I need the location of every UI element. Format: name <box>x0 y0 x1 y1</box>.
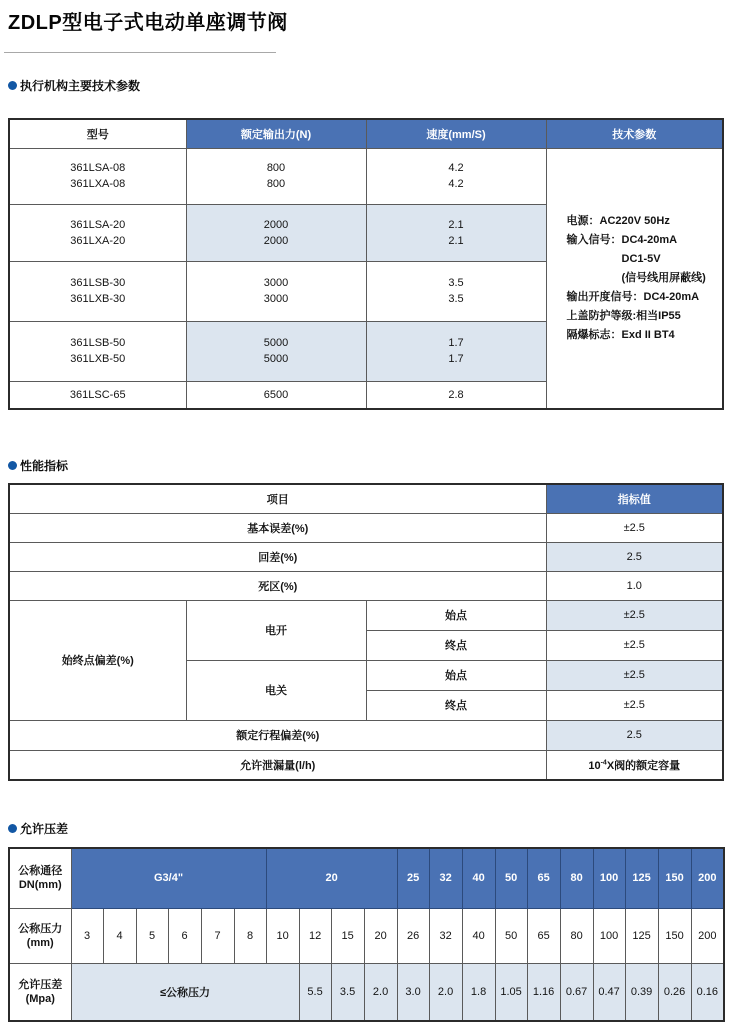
item-label-cell: 死区(%) <box>9 571 546 600</box>
speed-cell <box>366 148 546 204</box>
section-heading-performance <box>8 457 68 474</box>
dn-cell: 32 <box>429 848 462 908</box>
dn-group-cell: 20 <box>266 848 397 908</box>
model-cell: 361LSC-65 <box>9 381 186 409</box>
diff-row-label-cell <box>9 963 71 1021</box>
pressure-cell: 7 <box>201 908 234 963</box>
deviation-label-cell: 始终点偏差(%) <box>9 600 186 720</box>
tech-line: 输入信号：DC4-20mA <box>566 233 678 246</box>
open-label-cell: 电开 <box>186 600 366 660</box>
speed-line: 3.5 <box>448 293 464 305</box>
table-header-row <box>9 484 723 513</box>
pressure-cell: 5 <box>136 908 168 963</box>
leakage-value-cell <box>546 750 723 780</box>
pressure-label-line: 公称压力 <box>18 922 63 935</box>
actuator-table <box>8 118 724 410</box>
tech-line: 隔爆标志：Exd II BT4 <box>566 328 675 341</box>
header-value: 指标值 <box>546 484 723 513</box>
header-item: 项目 <box>9 484 546 513</box>
force-line: 800 <box>266 178 286 190</box>
model-line: 361LSB-30 <box>70 277 126 289</box>
dn-cell: 125 <box>625 848 658 908</box>
leakage-rest: X阀的额定容量 <box>606 759 681 772</box>
section-heading-label: 允许压差 <box>20 822 69 836</box>
diff-cell: 0.39 <box>625 963 658 1021</box>
dn-cell: 150 <box>658 848 691 908</box>
table-row <box>9 600 723 630</box>
force-line: 5000 <box>263 353 289 365</box>
pressure-cell: 8 <box>234 908 266 963</box>
dn-cell: 50 <box>495 848 527 908</box>
diff-cell: 3.0 <box>397 963 429 1021</box>
speed-cell <box>366 321 546 381</box>
model-line: 361LSA-08 <box>70 162 126 174</box>
value-cell: 2.5 <box>546 542 723 571</box>
model-line: 361LXB-50 <box>70 353 126 365</box>
pressure-cell: 6 <box>168 908 201 963</box>
speed-cell <box>366 261 546 321</box>
model-cell <box>9 148 186 204</box>
table-row <box>9 148 723 204</box>
table-row <box>9 720 723 750</box>
dn-cell: 40 <box>462 848 495 908</box>
pressure-cell: 4 <box>103 908 136 963</box>
force-line: 2000 <box>263 234 289 247</box>
value-cell: ±2.5 <box>546 513 723 542</box>
tech-line: 上盖防护等级:相当IP55 <box>566 309 681 322</box>
table-row <box>9 571 723 600</box>
diff-cell: 0.67 <box>560 963 593 1021</box>
table-row <box>9 963 724 1021</box>
speed-line: 1.7 <box>448 353 464 365</box>
diff-cell: 0.26 <box>658 963 691 1021</box>
speed-line: 1.7 <box>448 337 464 349</box>
dn-label-line: 公称通径 <box>18 865 63 878</box>
diff-cell: 1.16 <box>527 963 560 1021</box>
model-line: 361LXA-08 <box>70 178 126 190</box>
section-heading-pressure <box>8 820 68 837</box>
end-label-cell: 终点 <box>366 630 546 660</box>
dn-cell: 80 <box>560 848 593 908</box>
tech-line: DC1-5V <box>621 252 661 265</box>
speed-line: 2.1 <box>448 234 464 247</box>
dn-cell: 200 <box>691 848 724 908</box>
diff-cell: 3.5 <box>331 963 364 1021</box>
value-cell: ±2.5 <box>546 660 723 690</box>
start-label-cell: 始点 <box>366 660 546 690</box>
start-label-cell: 始点 <box>366 600 546 630</box>
title-divider <box>4 52 276 53</box>
speed-line: 3.5 <box>448 277 464 289</box>
diff-cell: 2.0 <box>429 963 462 1021</box>
speed-line: 4.2 <box>448 162 464 174</box>
header-model: 型号 <box>9 119 186 148</box>
pressure-cell: 15 <box>331 908 364 963</box>
model-line: 361LXB-30 <box>70 293 126 305</box>
force-cell <box>186 148 366 204</box>
section-heading-actuator <box>8 77 140 94</box>
diff-cell: 0.47 <box>593 963 625 1021</box>
speed-line: 2.1 <box>448 218 464 231</box>
pressure-row-label-cell <box>9 908 71 963</box>
pressure-cell: 125 <box>625 908 658 963</box>
dn-label-line: DN(mm) <box>18 879 62 892</box>
force-line: 3000 <box>263 293 289 305</box>
header-speed: 速度(mm/S) <box>366 119 546 148</box>
page-title: ZDLP型电子式电动单座调节阀 <box>8 12 288 34</box>
tech-line: (信号线用屏蔽线) <box>621 271 706 284</box>
item-label-cell: 回差(%) <box>9 542 546 571</box>
diff-label-line: 允许压差 <box>18 978 63 991</box>
force-cell <box>186 204 366 261</box>
pressure-cell: 26 <box>397 908 429 963</box>
table-row <box>9 513 723 542</box>
section-heading-label: 性能指标 <box>20 459 69 473</box>
force-line: 3000 <box>263 277 289 289</box>
model-cell <box>9 204 186 261</box>
value-cell: ±2.5 <box>546 630 723 660</box>
force-line: 2000 <box>263 218 289 231</box>
pressure-cell: 50 <box>495 908 527 963</box>
value-cell: ±2.5 <box>546 600 723 630</box>
pressure-cell: 3 <box>71 908 103 963</box>
model-line: 361LSA-20 <box>70 218 126 231</box>
model-cell <box>9 261 186 321</box>
pressure-cell: 200 <box>691 908 724 963</box>
header-force: 额定输出力(N) <box>186 119 366 148</box>
model-cell <box>9 321 186 381</box>
pressure-cell: 150 <box>658 908 691 963</box>
pressure-label-line: (mm) <box>26 936 54 949</box>
speed-cell: 2.8 <box>366 381 546 409</box>
model-line: 361LSB-50 <box>70 337 126 349</box>
value-cell: 1.0 <box>546 571 723 600</box>
speed-cell <box>366 204 546 261</box>
table-header-row <box>9 119 723 148</box>
speed-line: 4.2 <box>448 178 464 190</box>
dn-cell: 25 <box>397 848 429 908</box>
bullet-icon <box>8 824 17 833</box>
performance-table <box>8 483 724 781</box>
tech-params-cell <box>546 148 723 409</box>
pressure-table <box>8 847 725 1022</box>
diff-cell: 0.16 <box>691 963 724 1021</box>
item-label-cell: 额定行程偏差(%) <box>9 720 546 750</box>
diff-label-line: (Mpa) <box>25 992 55 1005</box>
pressure-cell: 40 <box>462 908 495 963</box>
pressure-cell: 12 <box>299 908 331 963</box>
table-row <box>9 542 723 571</box>
dn-cell: 100 <box>593 848 625 908</box>
value-cell: ±2.5 <box>546 690 723 720</box>
item-label-cell: 基本误差(%) <box>9 513 546 542</box>
diff-cell: 1.8 <box>462 963 495 1021</box>
value-cell: 2.5 <box>546 720 723 750</box>
force-cell <box>186 261 366 321</box>
bullet-icon <box>8 81 17 90</box>
force-cell: 6500 <box>186 381 366 409</box>
diff-cell: 1.05 <box>495 963 527 1021</box>
pressure-cell: 65 <box>527 908 560 963</box>
diff-merged-cell: ≤公称压力 <box>71 963 299 1021</box>
dn-group-cell: G3/4" <box>71 848 266 908</box>
model-line: 361LXA-20 <box>70 234 126 247</box>
dn-row-label-cell <box>9 848 71 908</box>
table-header-row <box>9 848 724 908</box>
pressure-cell: 32 <box>429 908 462 963</box>
pressure-cell: 80 <box>560 908 593 963</box>
bullet-icon <box>8 461 17 470</box>
force-cell <box>186 321 366 381</box>
close-label-cell: 电关 <box>186 660 366 720</box>
leakage-base: 10 <box>588 759 601 772</box>
section-heading-label: 执行机构主要技术参数 <box>20 79 141 93</box>
end-label-cell: 终点 <box>366 690 546 720</box>
table-row <box>9 908 724 963</box>
diff-cell: 2.0 <box>364 963 397 1021</box>
pressure-cell: 20 <box>364 908 397 963</box>
diff-cell: 5.5 <box>299 963 331 1021</box>
pressure-cell: 10 <box>266 908 299 963</box>
item-label-cell: 允许泄漏量(l/h) <box>9 750 546 780</box>
pressure-cell: 100 <box>593 908 625 963</box>
dn-cell: 65 <box>527 848 560 908</box>
tech-line: 电源：AC220V 50Hz <box>566 214 670 227</box>
header-tech-params: 技术参数 <box>546 119 723 148</box>
force-line: 5000 <box>263 337 289 349</box>
force-line: 800 <box>266 162 286 174</box>
leakage-exponent: -4 <box>600 759 607 767</box>
table-row <box>9 750 723 780</box>
tech-line: 输出开度信号：DC4-20mA <box>566 290 700 303</box>
